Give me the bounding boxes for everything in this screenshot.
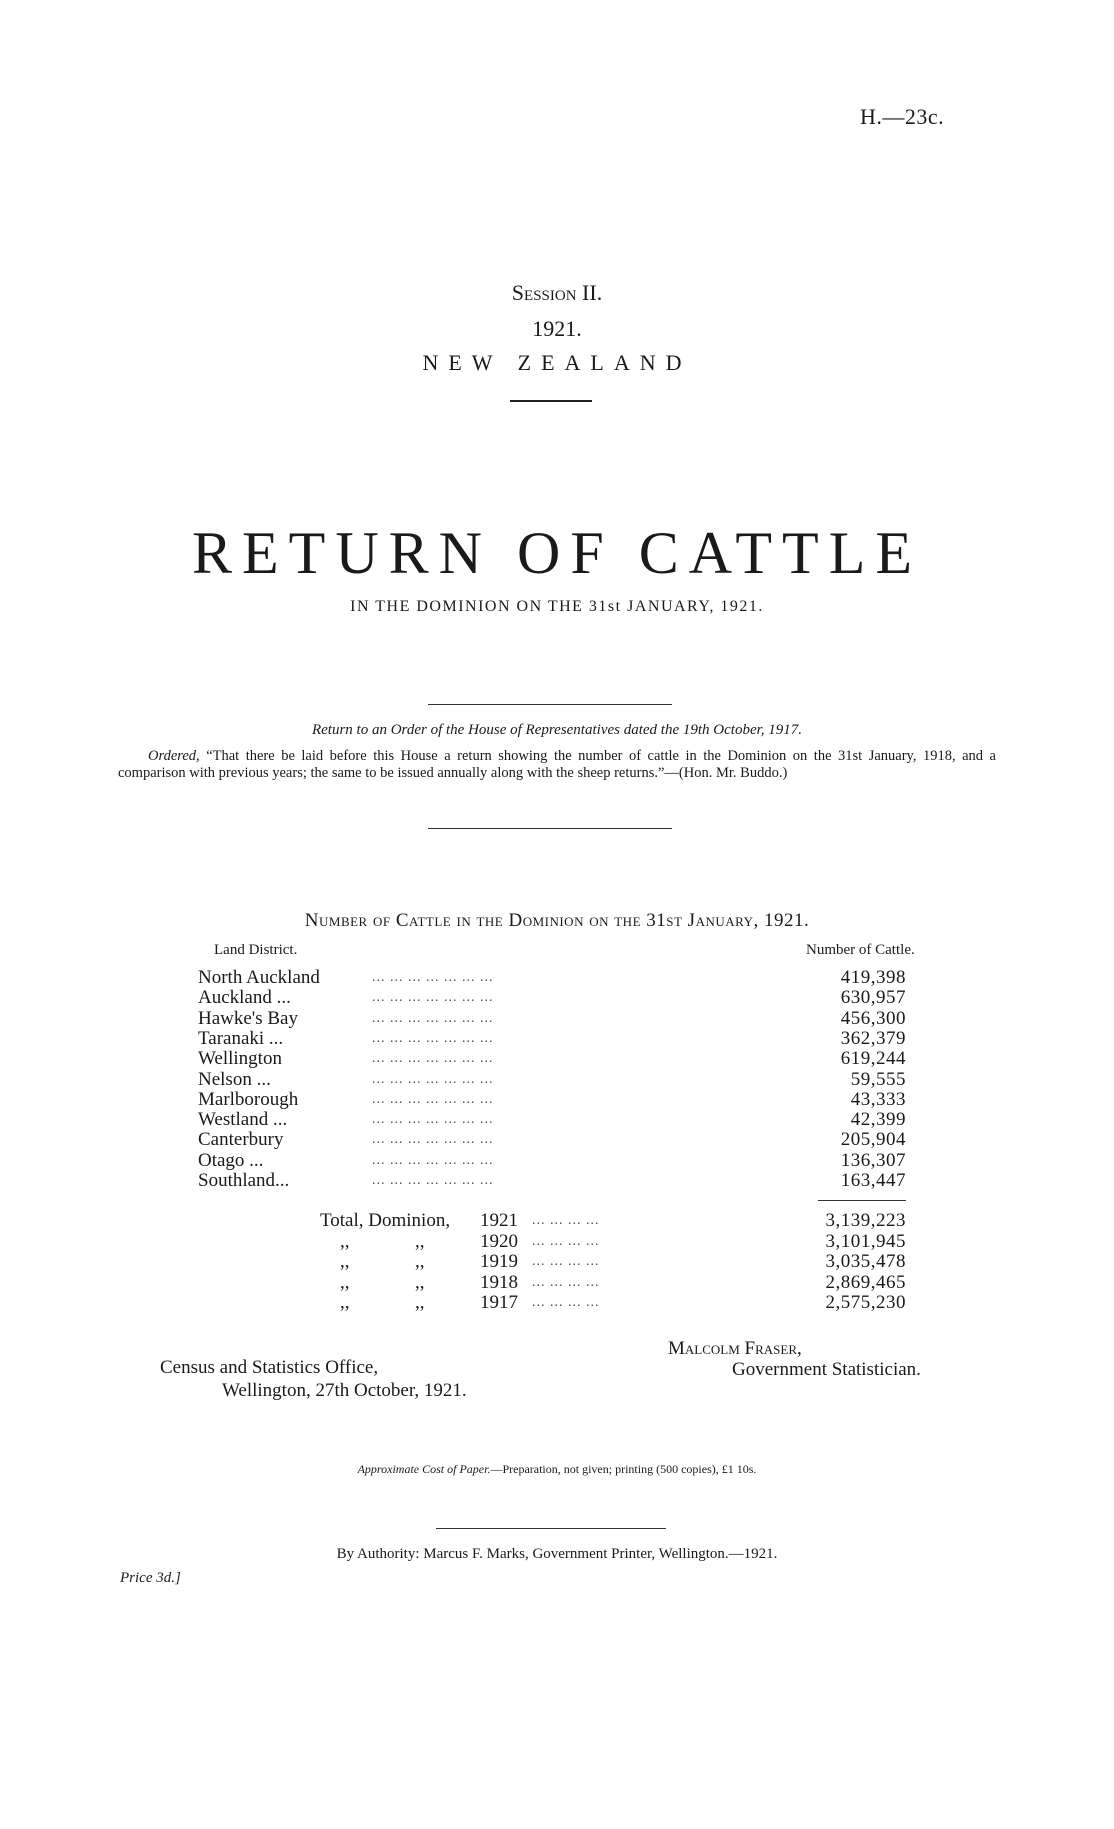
table-row	[0, 1008, 1114, 1030]
cattle-count: 59,555	[850, 1068, 906, 1090]
total-row	[0, 1272, 1114, 1294]
leader-dots: ... ... ... ... ... ... ...	[372, 1173, 494, 1188]
total-row	[0, 1210, 1114, 1232]
district-name: Hawke's Bay	[198, 1007, 298, 1029]
total-row	[0, 1251, 1114, 1273]
total-year: 1920	[480, 1230, 518, 1252]
ditto-mark: ,,	[415, 1251, 425, 1272]
leader-dots: ... ... ... ...	[532, 1213, 600, 1228]
signatory-name: Malcolm Fraser,	[668, 1338, 802, 1359]
leader-dots: ... ... ... ...	[532, 1274, 600, 1290]
office-line-1: Census and Statistics Office,	[160, 1357, 379, 1378]
document-reference: H.—23c.	[860, 104, 945, 129]
total-count: 3,035,478	[825, 1251, 906, 1272]
district-name: Westland ...	[198, 1109, 288, 1131]
ordered-text: “That there be laid before this House a return showing the number of cattle in the Dominion on the 31st January, 1918, and a comparison with previous years; the same to be issued annually along with the sheep returns.”—(Hon. Mr. Buddo.)	[118, 748, 996, 781]
session-label: Session II.	[511, 280, 603, 305]
table-row	[0, 1170, 1114, 1192]
cost-text: —Preparation, not given; printing (500 copies), £1 10s.	[490, 1462, 757, 1476]
order-divider-bottom	[428, 828, 672, 829]
leader-dots: ... ... ... ... ... ... ...	[372, 990, 494, 1006]
ditto-mark: ,,	[340, 1230, 350, 1252]
signatory-title: Government Statistician.	[732, 1359, 921, 1380]
district-name: Nelson ...	[198, 1068, 271, 1090]
total-row	[0, 1231, 1114, 1253]
column-header-number: Number of Cattle.	[806, 942, 915, 958]
leader-dots: ... ... ... ... ... ... ...	[372, 1030, 494, 1046]
district-name: Wellington	[198, 1048, 282, 1070]
ditto-mark: ,,	[340, 1271, 350, 1293]
table-row	[0, 1069, 1114, 1091]
authority-line: By Authority: Marcus F. Marks, Government Printer, Wellington.—1921.	[336, 1546, 778, 1562]
district-name: Marlborough	[198, 1088, 299, 1110]
leader-dots: ... ... ... ... ... ... ...	[372, 1132, 494, 1148]
total-row	[0, 1292, 1114, 1314]
cattle-count: 630,957	[840, 987, 906, 1009]
cattle-count: 205,904	[840, 1129, 906, 1151]
leader-dots: ... ... ... ...	[532, 1295, 600, 1310]
leader-dots: ... ... ... ... ... ... ...	[372, 970, 494, 985]
column-header-district: Land District.	[214, 942, 298, 958]
cattle-count: 619,244	[840, 1048, 906, 1070]
leader-dots: ... ... ... ... ... ... ...	[372, 1152, 494, 1168]
total-year: 1918	[480, 1271, 518, 1293]
ditto-mark: ,,	[415, 1292, 425, 1313]
leader-dots: ... ... ... ... ... ... ...	[372, 1071, 494, 1087]
district-name: Taranaki ...	[198, 1027, 284, 1049]
order-divider-top	[428, 704, 672, 705]
document-title: RETURN OF CATTLE	[192, 520, 922, 586]
total-count: 3,101,945	[825, 1230, 906, 1252]
total-year: 1917	[480, 1292, 518, 1313]
ditto-mark: ,,	[415, 1230, 425, 1252]
ditto-mark: ,,	[415, 1271, 425, 1293]
cattle-count: 42,399	[850, 1109, 906, 1131]
country-name: NEW ZEALAND	[422, 350, 692, 375]
total-count: 2,869,465	[825, 1271, 906, 1293]
cattle-count: 419,398	[840, 967, 906, 988]
total-label: Total, Dominion,	[320, 1210, 451, 1231]
table-row	[0, 1150, 1114, 1172]
district-name: Southland...	[198, 1170, 290, 1191]
district-name: North Auckland	[198, 967, 320, 988]
cattle-count: 136,307	[840, 1149, 906, 1171]
ditto-mark: ,,	[340, 1251, 350, 1272]
cost-note	[0, 1462, 1114, 1477]
ditto-mark: ,,	[340, 1292, 350, 1313]
total-year: 1921	[480, 1210, 518, 1231]
session-year: 1921.	[532, 316, 582, 341]
order-line: Return to an Order of the House of Representatives dated the 19th October, 1917.	[311, 722, 803, 738]
document-subtitle: IN THE DOMINION ON THE 31st JANUARY, 1921.	[350, 598, 764, 615]
cattle-count: 43,333	[850, 1088, 906, 1110]
ordered-paragraph	[118, 748, 996, 782]
table-row	[0, 987, 1114, 1009]
table-row	[0, 1048, 1114, 1070]
table-heading: Number of Cattle in the Dominion on the 31st January, 1921.	[304, 910, 810, 931]
total-year: 1919	[480, 1251, 518, 1272]
leader-dots: ... ... ... ... ... ... ...	[372, 1091, 494, 1107]
leader-dots: ... ... ... ...	[532, 1233, 600, 1249]
office-line-2: Wellington, 27th October, 1921.	[222, 1380, 467, 1401]
table-row	[0, 1028, 1114, 1050]
table-row	[0, 967, 1114, 989]
table-row	[0, 1109, 1114, 1131]
leader-dots: ... ... ... ...	[532, 1254, 600, 1269]
price-label: Price 3d.]	[120, 1570, 181, 1586]
total-count: 3,139,223	[825, 1210, 906, 1231]
cattle-count: 456,300	[840, 1007, 906, 1029]
table-row	[0, 1089, 1114, 1111]
district-name: Canterbury	[198, 1129, 284, 1151]
total-divider	[818, 1200, 906, 1201]
cost-label: Approximate Cost of Paper.	[357, 1462, 491, 1476]
district-name: Otago ...	[198, 1149, 264, 1171]
leader-dots: ... ... ... ... ... ... ...	[372, 1112, 494, 1128]
ordered-label: Ordered,	[148, 748, 200, 764]
district-name: Auckland ...	[198, 987, 291, 1009]
authority-divider	[436, 1528, 666, 1529]
cattle-count: 362,379	[840, 1027, 906, 1049]
total-count: 2,575,230	[825, 1292, 906, 1313]
table-row	[0, 1129, 1114, 1151]
leader-dots: ... ... ... ... ... ... ...	[372, 1051, 494, 1067]
cattle-count: 163,447	[840, 1170, 906, 1191]
title-divider	[510, 400, 592, 402]
leader-dots: ... ... ... ... ... ... ...	[372, 1010, 494, 1026]
